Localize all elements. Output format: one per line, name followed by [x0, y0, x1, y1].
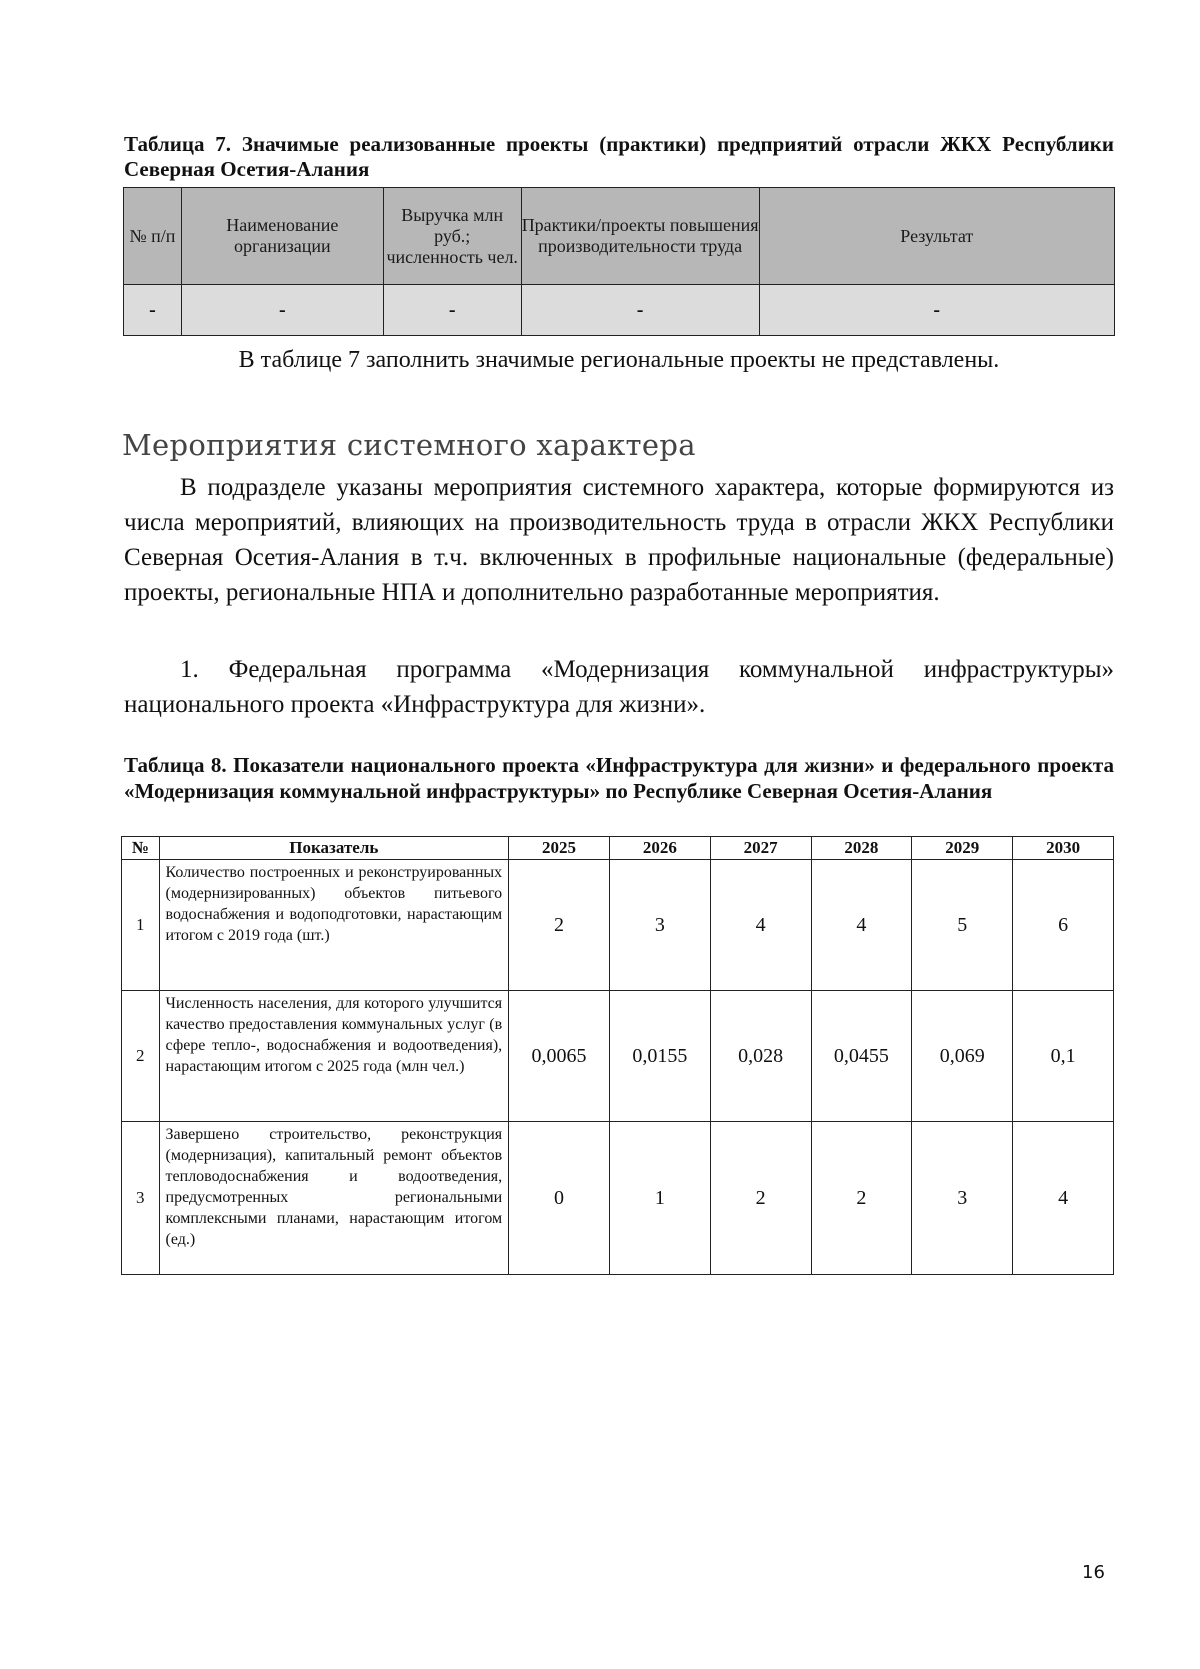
table7-caption: Таблица 7. Значимые реализованные проекты (практики) предприятий отрасли ЖКХ Республики Северная Осетия-Алания — [124, 132, 1114, 181]
table7-header-row — [124, 188, 1115, 285]
value-cell: 2 — [509, 860, 610, 991]
table8-header-cell: 2026 — [609, 837, 710, 860]
table7-cell: - — [759, 285, 1114, 336]
table-row — [122, 860, 1114, 991]
table7-header-cell: Результат — [759, 188, 1114, 285]
table8 — [121, 836, 1114, 1275]
table7-note: В таблице 7 заполнить значимые региональные проекты не представлены. — [238, 347, 1000, 373]
value-cell: 0,0065 — [509, 991, 610, 1122]
table7-header-cell: Выручка млн руб.; численность чел. — [383, 188, 521, 285]
table8-header-row — [122, 837, 1114, 860]
table8-header-cell: 2030 — [1013, 837, 1114, 860]
value-cell: 6 — [1013, 860, 1114, 991]
table7 — [123, 187, 1115, 336]
row-number: 2 — [122, 991, 160, 1122]
table8-header-cell: 2028 — [811, 837, 912, 860]
indicator-cell: Количество построенных и реконструированных (модернизированных) объектов питьевого водоснабжения и водоподготовки, нарастающим итогом с 2019 года (шт.) — [159, 860, 509, 991]
table-row — [122, 991, 1114, 1122]
value-cell: 1 — [609, 1122, 710, 1275]
row-number: 1 — [122, 860, 160, 991]
value-cell: 2 — [710, 1122, 811, 1275]
table7-cell: - — [383, 285, 521, 336]
table7-cell: - — [124, 285, 182, 336]
value-cell: 4 — [710, 860, 811, 991]
section-heading: Мероприятия системного характера — [122, 428, 696, 462]
page-number: 16 — [1082, 1562, 1105, 1583]
table7-cell: - — [521, 285, 759, 336]
value-cell: 2 — [811, 1122, 912, 1275]
value-cell: 3 — [912, 1122, 1013, 1275]
value-cell: 0,028 — [710, 991, 811, 1122]
value-cell: 4 — [811, 860, 912, 991]
table8-header-cell: 2025 — [509, 837, 610, 860]
table8-caption: Таблица 8. Показатели национального проекта «Инфраструктура для жизни» и федерального проекта «Модернизация коммунальной инфраструктуры» по Республике Северная Осетия-Алания — [124, 753, 1114, 803]
value-cell: 3 — [609, 860, 710, 991]
table8-header-cell: № — [122, 837, 160, 860]
table8-header-cell: 2027 — [710, 837, 811, 860]
value-cell: 0,0455 — [811, 991, 912, 1122]
section-paragraph: 1. Федеральная программа «Модернизация коммунальной инфраструктуры» национального проекта «Инфраструктура для жизни». — [124, 656, 1114, 718]
table-row — [122, 1122, 1114, 1275]
table7-header-cell: Практики/проекты повышения производительности труда — [521, 188, 759, 285]
table8-header-cell: Показатель — [159, 837, 509, 860]
section-paragraph: В подразделе указаны мероприятия системного характера, которые формируются из числа мероприятий, влияющих на производительность труда в отрасли ЖКХ Республики Северная Осетия-Алания в т.ч. включенных в профильные национальные (федеральные) проекты, региональные НПА и дополнительно разработанные мероприятия. — [124, 474, 1114, 606]
value-cell: 0,069 — [912, 991, 1013, 1122]
value-cell: 0 — [509, 1122, 610, 1275]
row-number: 3 — [122, 1122, 160, 1275]
indicator-cell: Завершено строительство, реконструкция (модернизация), капитальный ремонт объектов тепловодоснабжения и водоотведения, предусмотренных региональными комплексными планами, нарастающим итогом (ед.) — [159, 1122, 509, 1275]
table7-header-cell: № п/п — [124, 188, 182, 285]
value-cell: 5 — [912, 860, 1013, 991]
value-cell: 0,0155 — [609, 991, 710, 1122]
indicator-cell: Численность населения, для которого улучшится качество предоставления коммунальных услуг (в сфере тепло-, водоснабжения и водоотведения), нарастающим итогом с 2025 года (млн чел.) — [159, 991, 509, 1122]
value-cell: 4 — [1013, 1122, 1114, 1275]
table8-header-cell: 2029 — [912, 837, 1013, 860]
table-row — [124, 285, 1115, 336]
table7-header-cell: Наименование организации — [181, 188, 383, 285]
value-cell: 0,1 — [1013, 991, 1114, 1122]
table7-cell: - — [181, 285, 383, 336]
